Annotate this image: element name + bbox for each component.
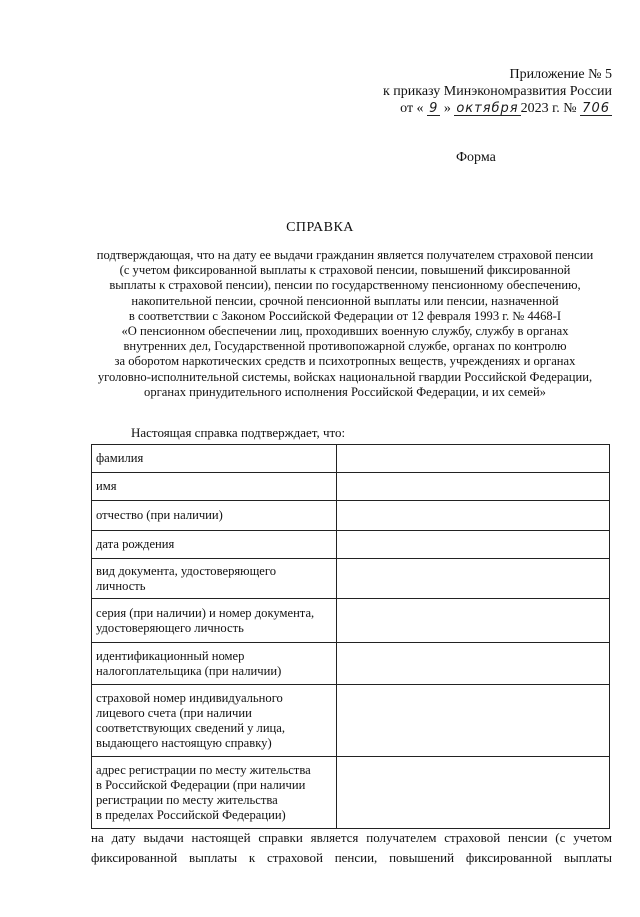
intro-text: Настоящая справка подтверждает, что: <box>131 425 346 440</box>
row-value-patronymic <box>336 501 609 531</box>
subtitle-line: в соответствии с Законом Российской Федерации от 12 февраля 1993 г. № 4468-I <box>128 308 562 323</box>
subtitle-line: уголовно-исполнительной системы, войсках национальной гвардии Российской Федерации, <box>97 369 593 384</box>
row-label-registration-address <box>92 757 337 829</box>
personal-data-table <box>91 444 610 829</box>
table-row <box>92 501 610 531</box>
label-line: соответствующих сведений у лица, <box>96 720 286 735</box>
date-year-text: 2023 г. № <box>520 101 577 116</box>
table-row <box>92 643 610 685</box>
row-label-document-number <box>92 599 337 643</box>
label-line: выдающего настоящую справку) <box>96 735 272 750</box>
paragraph-line-text: фиксированной выплаты к страховой пенсии, повышений фиксированной выплаты <box>91 850 612 865</box>
appendix-date-line <box>312 100 612 117</box>
subtitle-line: выплаты к страховой пенсии), пенсии по государственному пенсионному обеспечению, <box>109 278 581 293</box>
row-label-surname <box>92 445 337 473</box>
label-line: регистрации по месту жительства <box>96 792 278 807</box>
subtitle-line: накопительной пенсии, срочной пенсионной выплаты или пенсии, назначенной <box>131 293 559 308</box>
appendix-header <box>312 66 612 117</box>
table-row <box>92 531 610 559</box>
handwritten-month: октября <box>456 101 519 116</box>
row-label-document-type <box>92 559 337 599</box>
label-line: адрес регистрации по месту жительства <box>96 762 311 777</box>
subtitle-line: «О пенсионном обеспечении лиц, проходивших военную службу, службу в органах <box>121 324 569 339</box>
form-label: Форма <box>456 150 496 165</box>
table-row <box>92 757 610 829</box>
label-line: налогоплательщика (при наличии) <box>96 663 282 678</box>
label-line: имя <box>96 479 117 493</box>
table-row <box>92 559 610 599</box>
paragraph-line <box>91 848 612 868</box>
row-value-name <box>336 473 609 501</box>
label-line: отчество (при наличии) <box>96 508 223 522</box>
label-line: серия (при наличии) и номер документа, <box>96 605 315 620</box>
document-title: СПРАВКА <box>286 220 354 235</box>
row-label-patronymic <box>92 501 337 531</box>
label-line: дата рождения <box>96 537 175 551</box>
paragraph-line-text: на дату выдачи настоящей справки является получателем страховой пенсии (с учетом <box>91 830 612 845</box>
label-line: личность <box>96 578 146 593</box>
row-value-surname <box>336 445 609 473</box>
label-line: фамилия <box>96 451 144 465</box>
row-label-birth-date <box>92 531 337 559</box>
subtitle-line: (с учетом фиксированной выплаты к страховой пенсии, повышений фиксированной <box>119 263 571 278</box>
table-row <box>92 473 610 501</box>
row-label-name <box>92 473 337 501</box>
date-from-label: от « <box>400 101 424 116</box>
label-line: вид документа, удостоверяющего <box>96 563 277 578</box>
table-row <box>92 445 610 473</box>
table-row <box>92 685 610 757</box>
appendix-order-reference: к приказу Минэкономразвития России <box>382 84 612 99</box>
row-value-birth-date <box>336 531 609 559</box>
row-label-tax-id <box>92 643 337 685</box>
subtitle-line: за оборотом наркотических средств и психотропных веществ, учреждениях и органах <box>114 354 576 369</box>
date-quote-close: » <box>443 101 451 116</box>
table-row <box>92 599 610 643</box>
subtitle-line: внутренних дел, Государственной противопожарной службе, органах по контролю <box>123 339 567 354</box>
row-label-snils <box>92 685 337 757</box>
row-value-document-type <box>336 559 609 599</box>
label-line: удостоверяющего личность <box>96 620 244 635</box>
subtitle-line: подтверждающая, что на дату ее выдачи гражданин является получателем страховой пенсии <box>96 248 594 262</box>
row-value-tax-id <box>336 643 609 685</box>
row-value-document-number <box>336 599 609 643</box>
label-line: лицевого счета (при наличии <box>96 705 252 720</box>
appendix-number: Приложение № 5 <box>509 67 612 82</box>
row-value-snils <box>336 685 609 757</box>
label-line: страховой номер индивидуального <box>96 690 283 705</box>
row-value-registration-address <box>336 757 609 829</box>
handwritten-order-number: 706 <box>582 101 610 116</box>
body-paragraph <box>91 828 612 868</box>
label-line: идентификационный номер <box>96 648 245 663</box>
label-line: в пределах Российской Федерации) <box>96 807 286 822</box>
paragraph-line <box>91 828 612 848</box>
subtitle-line: органах принудительного исполнения Российской Федерации, и их семей» <box>144 384 546 399</box>
handwritten-day: 9 <box>429 101 439 116</box>
document-subtitle <box>80 248 610 400</box>
label-line: в Российской Федерации (при наличии <box>96 777 306 792</box>
